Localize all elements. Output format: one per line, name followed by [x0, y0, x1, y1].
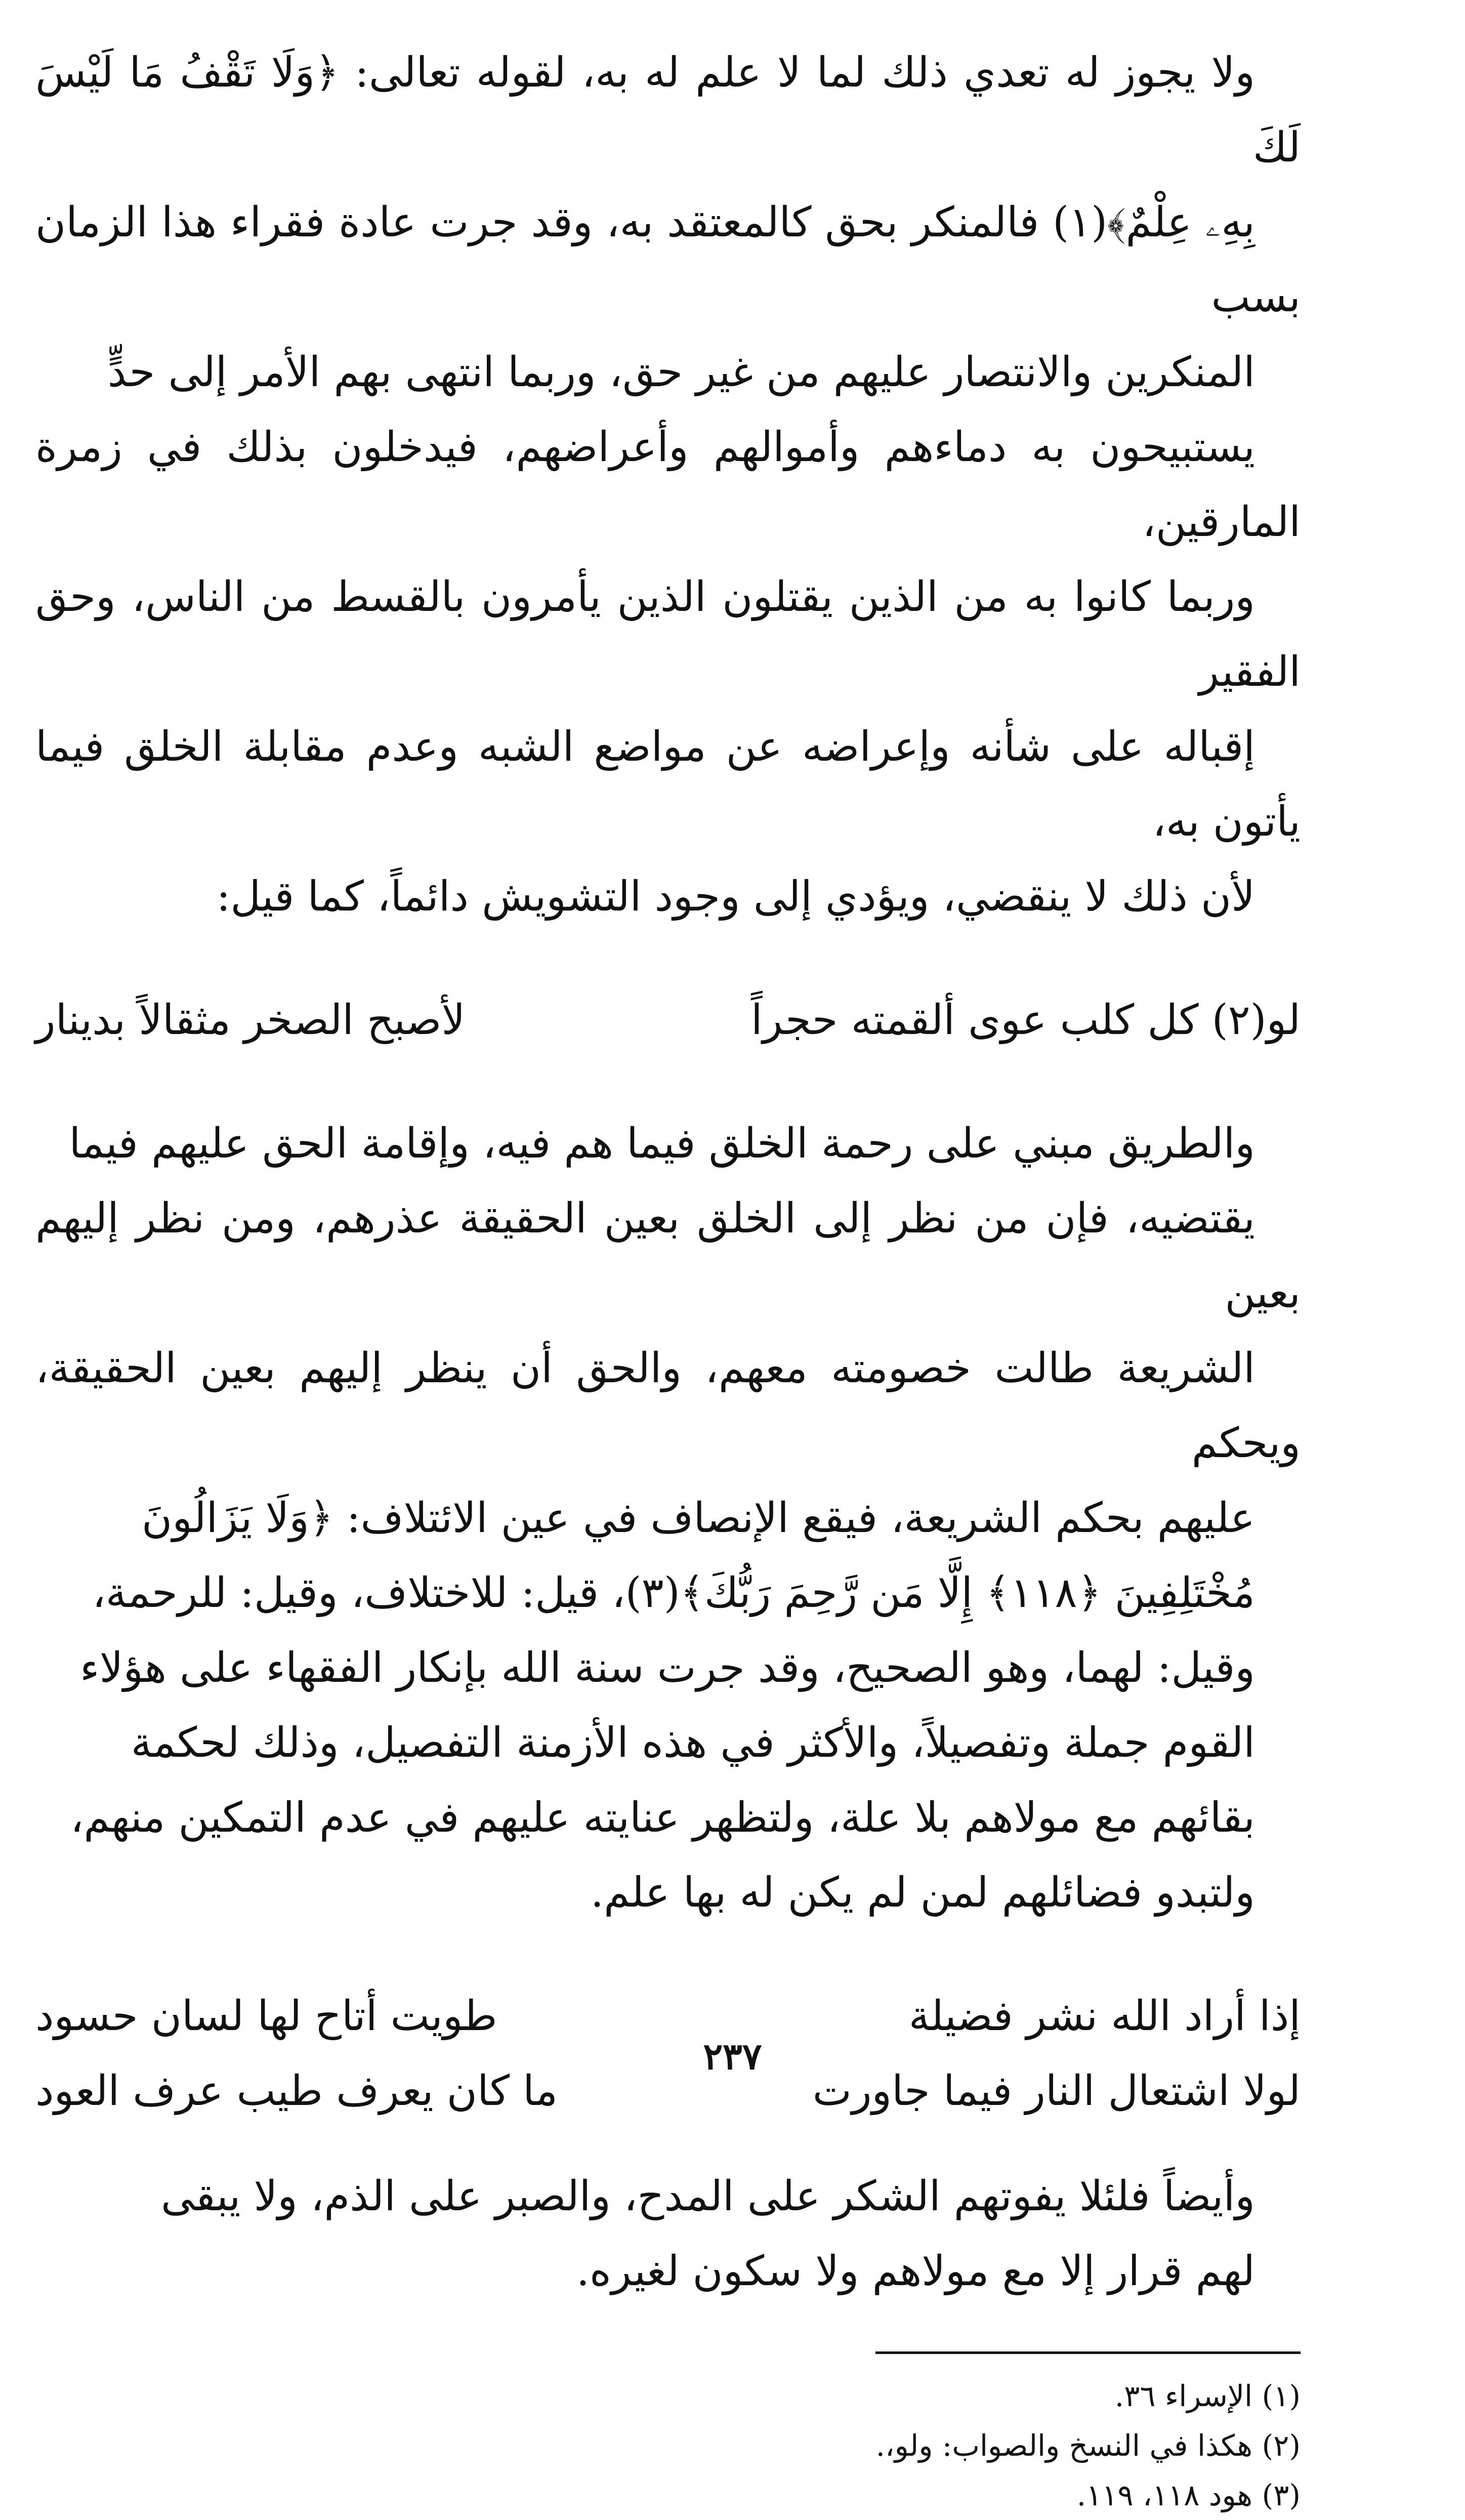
- text-line: بقائهم مع مولاهم بلا علة، ولتظهر عنايته عليهم في عدم التمكين منهم،: [70, 1794, 1255, 1842]
- book-page: [35, 35, 1301, 2520]
- text-line: المنكرين والانتصار عليهم من غير حق، وربما انتهى بهم الأمر إلى حدٍّ: [107, 348, 1255, 396]
- text-line: والطريق مبني على رحمة الخلق فيما هم فيه، وإقامة الحق عليهم فيما: [69, 1120, 1255, 1168]
- text-line: إقباله على شأنه وإعراضه عن مواضع الشبه وعدم مقابلة الخلق فيما يأتون به،: [35, 723, 1301, 846]
- text-line: الشريعة طالت خصومته معهم، والحق أن ينظر إليهم بعين الحقيقة، ويحكم: [35, 1344, 1301, 1467]
- text-line: وربما كانوا به من الذين يقتلون الذين يأمرون بالقسط من الناس، وحق الفقير: [35, 573, 1301, 696]
- verse-first-hemistich: إذا أراد الله نشر فضيلة: [908, 1992, 1301, 2040]
- text-line: يستبيحون به دماءهم وأموالهم وأعراضهم، فيدخلون بذلك في زمرة المارقين،: [35, 423, 1301, 546]
- poem-1-verse: [35, 983, 1301, 1058]
- paragraph-1: [35, 35, 1301, 934]
- paragraph-3: [35, 2159, 1301, 2309]
- text-line: ولا يجوز له تعدي ذلك لما لا علم له به، لقوله تعالى: ﴿وَلَا تَقْفُ مَا لَيْسَ لَكَ: [35, 49, 1301, 172]
- text-line: وقيل: لهما، وهو الصحيح، وقد جرت سنة الله بإنكار الفقهاء على هؤلاء: [80, 1644, 1255, 1692]
- footnote: (٣) هود ١١٨، ١١٩.: [1076, 2478, 1301, 2512]
- verse-second-hemistich: طويت أتاح لها لسان حسود: [35, 1992, 497, 2040]
- text-line: وأيضاً فلئلا يفوتهم الشكر على المدح، والصبر على الذم، ولا يبقى: [161, 2172, 1255, 2220]
- text-line: القوم جملة وتفصيلاً، والأكثر في هذه الأزمنة التفصيل، وذلك لحكمة: [131, 1719, 1255, 1767]
- verse-first-hemistich: لولا اشتعال النار فيما جاورت: [812, 2067, 1301, 2115]
- footnotes: [875, 2351, 1301, 2520]
- text-line: عليهم بحكم الشريعة، فيقع الإنصاف في عين الائتلاف: ﴿وَلَا يَزَالُونَ: [141, 1494, 1255, 1542]
- text-line: بِهِۦ عِلْمٌ﴾(١) فالمنكر بحق كالمعتقد به، وقد جرت عادة فقراء هذا الزمان بسب: [35, 198, 1301, 321]
- page-number: ٢٣٧: [703, 2035, 762, 2078]
- text-line: ولتبدو فضائلهم لمن لم يكن له بها علم.: [591, 1869, 1255, 1917]
- footnote: (١) الإسراء ٣٦.: [1114, 2379, 1301, 2413]
- verse-first-hemistich: لو(٢) كل كلب عوى ألقمته حجراً: [750, 996, 1301, 1044]
- text-line: يقتضيه، فإن من نظر إلى الخلق بعين الحقيقة عذرهم، ومن نظر إليهم بعين: [35, 1194, 1301, 1317]
- paragraph-2: [35, 1106, 1301, 1930]
- verse-second-hemistich: لأصبح الصخر مثقالاً بدينار: [35, 996, 466, 1044]
- text-line: لهم قرار إلا مع مولاهم ولا سكون لغيره.: [576, 2247, 1255, 2295]
- verse-second-hemistich: ما كان يعرف طيب عرف العود: [35, 2067, 558, 2115]
- footnote: (٢) هكذا في النسخ والصواب: ولو،.: [875, 2428, 1301, 2463]
- text-line: مُخْتَلِفِينَ ﴿١١٨﴾ إِلَّا مَن رَّحِمَ رَبُّكَ﴾(٣)، قيل: للاختلاف، وقيل: للرحمة،: [92, 1569, 1255, 1617]
- text-line: لأن ذلك لا ينقضي، ويؤدي إلى وجود التشويش دائماً، كما قيل:: [216, 873, 1255, 921]
